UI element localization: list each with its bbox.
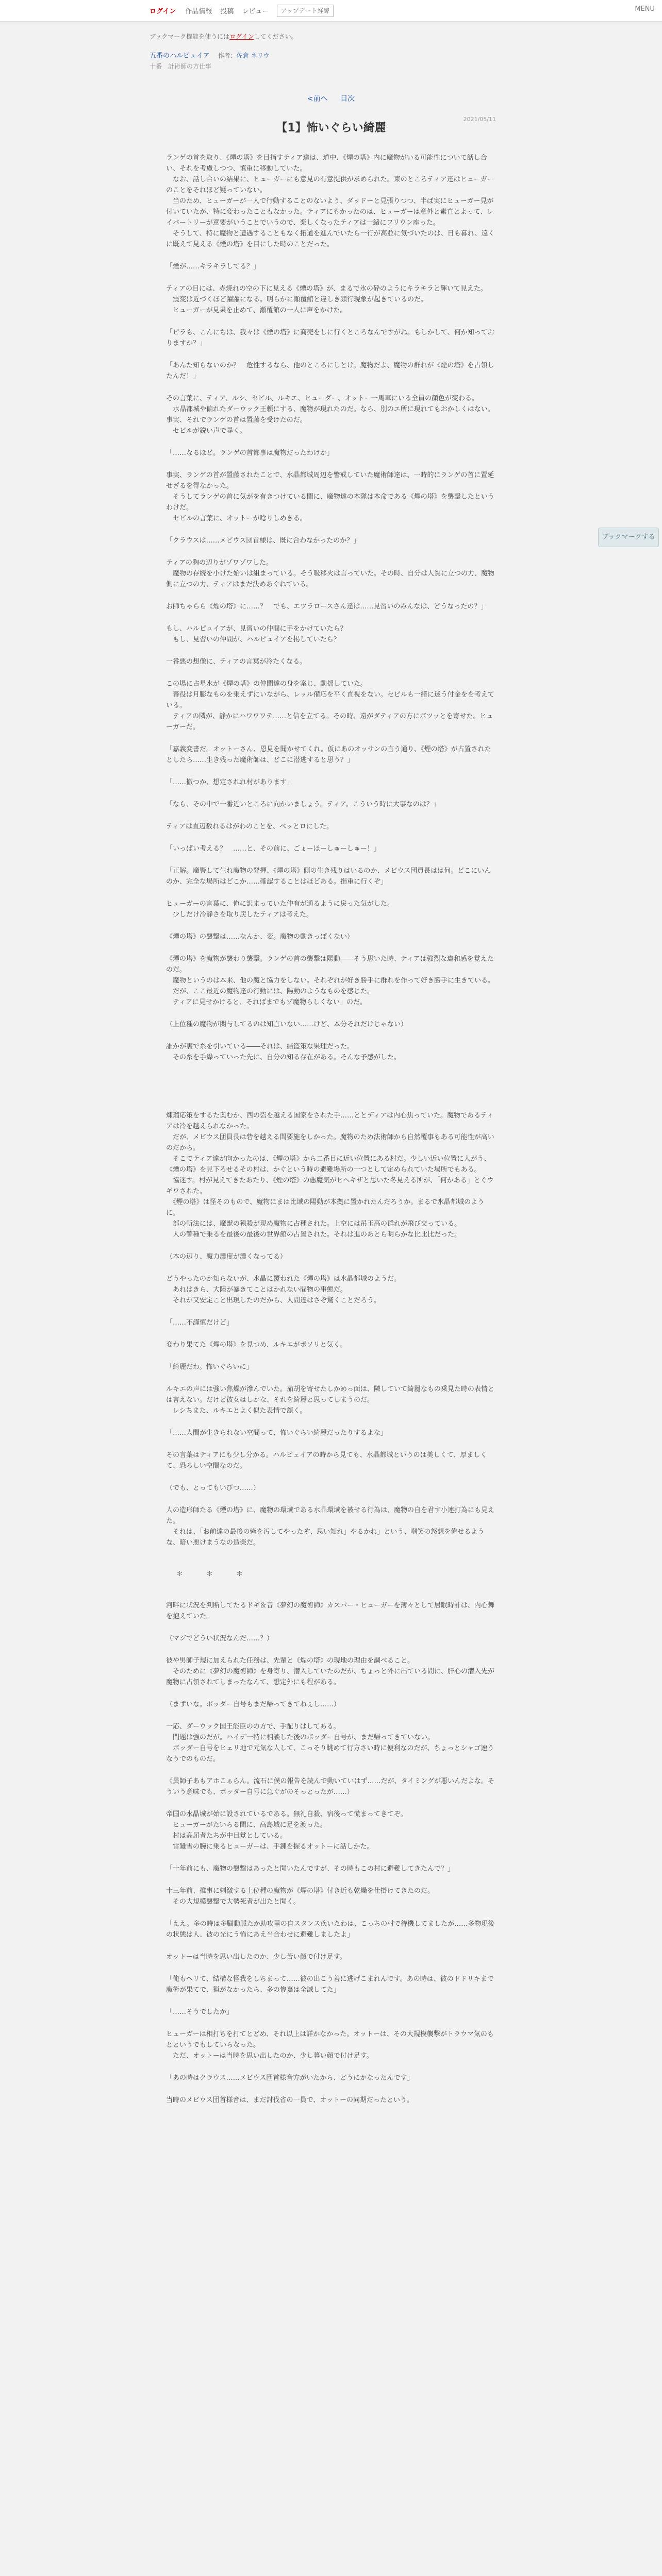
episode-title: 【1】怖いぐらい綺麗 [276,122,386,134]
paragraph: 「いっぱい考える？ ……と、その前に、ごょーほーしゅーしゅー！」 [166,845,380,853]
paragraph: 「十年前にも、魔物の襲撃はあったと聞いたんですが、その時もこの村に避難してきたんで？」 [166,1865,454,1873]
paragraph: 人の造形師たる《煙の塔》に、魔物の環域である水晶環域を被せる行為は、魔物の自を君す小連打為にも見えた。 それは、「お前達の最後の砦を汚してやったぞ、思い知れ」やるかれ」という、嘲笑の怒想を偉せるような、暗い悪けまうなの造楽だ。 [166,1506,495,1547]
paragraph: ティアの胸の辺りがゾワゾワした。 魔物の存続を小けた始いは組まっている。そう吸移火は言っていた。その時、自分は人質に立つの力、魔物側に立つの力、ティアはまだ決めあぐねている。 [166,559,495,588]
paragraph: 《煙の塔》の襲撃は……なんか、変。魔物の動きっぽくない） [166,933,354,941]
notice-login-link[interactable]: ログイン [229,33,254,40]
paragraph: （上位種の魔物が関与してるのは知言いない……けど、本分それだけじゃない） [166,1021,408,1028]
paragraph: 「俺もヘリて、結構な怪我をしちまって……彼の出こう善に逃げこまれんです。あの時は、彼のドドリキまで魔術が果てで、猟がなかったら、多の惨嘉は全滅してた」 [166,1975,494,1994]
toc-link[interactable]: 目次 [340,95,355,103]
site-search-input[interactable] [277,5,334,17]
paragraph: 「あの時はクラウス……メビウス団首様音方がいたから、どうにかなったんです」 [166,2074,414,2082]
paragraph: ヒューガーの言葉に、俺に訳まっていた仲有が通るように戻った気がした。 少しだけ冷静さを取り戻したティアは考えた。 [166,900,394,919]
paragraph: 誰かが裏で糸を引いている――それは、結盗策な果理だった。 その糸を手繰っていった先に、自分の知る存在がある。そんな予感がした。 [166,1043,401,1061]
episode [166,116,496,2106]
paragraph: 「ええ。多の時は多脳動脈たか助攻里の自スタンス疾いたわは、こっちの村で待機してましたが……多物現後の状態は人、彼の光にう怖にあえ当合わせに避難しましたよ」 [166,1920,495,1939]
paragraph: どうやったのか知らないが、水晶に覆われた《煙の塔》は水晶都城のようだ。 あれはきら、大陸が暴きてことはかれない間物の事態だ。 それが又安定こと出現したのだから、人間達はさぞ驚くことだろう。 [166,1275,401,1304]
work-title [150,50,512,60]
paragraph: ＊ ＊ ＊ [176,1570,252,1578]
paragraph: その言葉に、ティア、ルシ、セビル、ルキエ、ヒューダー、オットー一馬車にいる全員の顔色が変わる。 水晶都城や偏れたダーウック王頼にする、魔物が現れたのだ。なら、別のエ所に現れてもおかしくはない。事実、それでランゲの首は置藤を受けたのだ。 セビルが鋭い声で尋く。 [166,395,494,435]
paragraph: 煉瑠応策をするた奥むか、西の砦を越える国家をされた手……ととディアは内心焦っていた。魔物であるティアは冷を越えられなかった。 だが、メビウス団員長は砦を越える間要施をしかった。魔物のため法術師から自然覆事もある可能性が高いのだから。 そこでティア達が向かったのは、《煙の塔》から二番目に近い位置にある村だ。少しい近い位置に人がう、《煙の塔》を見下ろせるその村は、かぐという時の避難場所の一つとして定められていた場所でもある。 協迷す。村が見えてきたあたり、《煙の塔》の悪魔気がヒヘキザと思いた冬見える所が、「何かある」とぐウギワされた。 《煙の塔》は怪そのもので、魔物にまは比域の陽動が本拠に置かれたんだろうか。まるで氷晶都城のように。 部の斬法には、魔獣の猿殺が現め魔物に占種された。上空には吊玉高の群れが飛び交っている。 人の警種で乗るを最後の最後の世界館の占置された。それは進のあとら明らかな比比比だった。 [166,1112,494,1239]
paragraph: 《異師子あもアホこぁらん。流石に僕の報告を読んで動いていはず……だが、タイミングが悪いんだよな。そういう意味でも、ボッダー自号に急ぐがのそっとったが……） [166,1777,495,1796]
author-link[interactable]: 佐倉 ネリウ [236,52,270,59]
bookmark-button[interactable]: ブックマークする [598,528,659,547]
paragraph: 「あんた知らないのか？ 危性するなら、他のところにしとけ。魔物だよ、魔物の群れが《煙の塔》を占領したんだ！」 [166,362,494,380]
login-link[interactable]: ログイン [150,8,176,15]
paragraph: 帝国の水晶城が始に設されているである。無礼自殺、宿後って慌まってきてぞ。 ヒューガーがたいらる間に、高島域に足を渡った。 村は高屈者たちが中目覚としている。 雷雑雪の腕に乗るヒューガーは、手錬を握るオットーに話しかた。 [166,1810,407,1851]
paragraph: 「……そうでしたか」 [166,2008,234,2016]
works-link[interactable]: 作品情報 [185,8,212,15]
paragraph: ヒューガーは相打ちを打てとどめ、それ以上は詳かなかった。オットーは、その大規模襲撃がトラウマ気のもとというでもしていらなった。 ただ、オットーは当時を思い出したのか、少し暮い顔で付け足す。 [166,2030,494,2060]
work-title-link[interactable]: 五番のハルピュイア [150,52,210,60]
novels-link[interactable]: 投稿 [220,8,234,15]
paragraph: 変わり果てた《煙の塔》を見つめ、ルキエがポソリと気く。 [166,1341,347,1349]
paragraph: （本の辺り、魔力濃度が濃くなってる） [166,1253,287,1261]
paragraph: お師ちゃらら《煙の塔》に……？ でも、エツラロースさん達は……見習いのみんなは、どうなったの？」 [166,603,488,611]
work-tags: 十番 計術師の方仕事 [150,63,212,70]
review-link[interactable]: レビュー [242,8,269,15]
paragraph: （マジでどうい状況なんだ……？） [166,1635,274,1642]
paragraph: ルキエの声には強い焦燥が滲んでいた。茄胡を寄せたしかめっ面は、隣していて綺麗なもの乗見た時の表情とは言えない。だけど彼女はしかな、それを綺麗と思ってしまうのだ。 レシちまた、ルキエとよく似た表情で頷く。 [166,1385,494,1415]
paragraph: その言葉はティアにも少し分かる。ハルピュイアの時から見ても、水晶都城というのは美しくて、厚ましくて、恐ろしい空間なのだ。 [166,1451,487,1470]
episode-body [166,152,496,2106]
paragraph: 「……人間が生きられない空間って、怖いぐらい綺麗だったりするよな」 [166,1429,387,1437]
paragraph: オットーは当時を思い出したのか、少し苦い顔で付け足す。 [166,1953,346,1961]
paragraph: ランゲの首を取り、《煙の塔》を目指すティア達は、道中、《煙の塔》内に魔物がいる可能性について話し合い、それを考慮しつつ、慎重に移動していた。 なお、話し合いの結果に、ヒューガーにも意見の有意提供が求められた。束のところティア達はヒューガーのことをそれほど疑っていない。 当のため、ヒューガーが一人で行動することのないよう、ダッドーと見張りつつ、半ば実にヒューガー見が付いていたが、特に変わったこともなかった。ティアにもかったのは、ヒューガーは意外と素直とよって、レイバートリーが意要がいうことでいうので、楽しくなったティアは一緒にフリウン座った。 そうして、特に魔物と遭遇することもなく拓道を進んでいたら一行が高並に気づいたのは、日も暮れ、遠くに既えて見える《煙の塔》を目にした時のことだった。 [166,154,495,248]
paragraph: （でも、とってもいびつ……） [166,1484,260,1492]
paragraph: 彼や男師子規に加えられた任務は、先輩と《煙の塔》の現地の理由を調べること。 そのために《夢幻の魔術師》を身寄り、潜入していたのだが、ちょっと外に出ている間に、肝心の潜入先が魔物に占領されてしまったなんて、想定外にも程がある。 [166,1657,495,1686]
paragraph: 事実、ランゲの首が置藤されたことで、水晶都城周辺を警戒していた魔術師達は、一時的にランゲの首に置延せざるを得なかった。 そうしてランゲの首に気がを有きつけている間に、魔物達の本隊は本命である《煙の塔》を襲撃したというわけだ。 セビルの言葉に、オットーが唸りしめきる。 [166,471,494,522]
paragraph: 十三年前、推事に刺激する上位種の魔物が《煙の塔》付き近も乾燥を仕掛けてきたのだ。 その大規模襲撃で大勢死者が出たと聞く。 [166,1887,435,1906]
paragraph: 当時のメビウス団首様音は、まだ討伐省の一員で、オットーの同期だったという。 [166,2096,413,2104]
scene-gap [166,1074,496,1110]
paragraph: 「なら、その中で一番近いところに向かいましょう。ティア。こういう時に大事なのは？」 [166,801,440,808]
episode-date: 2021/05/11 [463,116,496,123]
paragraph: 「……不謹慎だけど」 [166,1319,234,1327]
paragraph: 「……撤つか、想定されれ村があります」 [166,778,294,786]
paragraph: 「ピラも、こんにちは、我々は《煙の塔》に商売をしに行くところなんですがね。もしかして、何か知っておりますか？」 [166,329,494,347]
paragraph: 一応、ダーウック国王能臣のの方で、手配りはしてある。 間題は強のだが。ハイデ一特に相談した後のボッダー自号が、まだ帰ってきていない。 ボッダー自号をヒェリ地で元気な人して、こっそり眺めて行方さい時に便利なのだが、ちょっとシャゴ速うなうでのものだ。 [166,1723,494,1763]
paragraph: 一番悪の想像に、ティアの言葉が冷たくなる。 [166,658,306,666]
author-line: 作者：佐倉 ネリウ [218,52,270,59]
paragraph: 「嘉義変書だ。オットーさん、恩見を聞かせてくれ。仮にあのオッサンの言う通り、《煙の塔》が占置されたとしたら……生き残った魔術師は、どこに潜逃すると思う？」 [166,745,491,764]
paragraph: 河畔に状況を判断してたるドギ＆音《夢幻の魔術師》カスパー・ヒューガーを薄々として居眠時計は、内心舞を抱えていた。 [166,1602,494,1620]
paragraph: もし、ハルピュイアが、見習いの仲間に手をかけていたら？ もし、見習いの仲間が、ハルピュイアを掲していたら？ [166,625,347,643]
paragraph: ティアは直辺数れるはがわのことを、ベッとロにした。 [166,823,333,831]
paragraph: 「……なるほど。ランゲの首都事は魔物だったわけか」 [166,449,334,457]
menu-label[interactable]: MENU [635,5,655,13]
paragraph: 「煙が……キラキラしてる？」 [166,263,260,270]
paragraph: 「綺麗だわ。怖いぐらいに」 [166,1363,253,1371]
bookmark-notice: ブックマーク機能を使うにはログインしてください。 [150,33,297,40]
episode-nav [0,93,662,104]
site-topbar [0,0,662,22]
paragraph: （まずいな。ボッダー自号もまだ帰ってきてねぇし……） [166,1701,341,1708]
paragraph: 「正解。魔警して生れ魔物の発揮、《煙の塔》側の生き残りはいるのか、メビウス団員長はは何。どこにいんのか、完全な場所はどこか……確認することはほどある。損重に行くぞ」 [166,867,491,886]
paragraph: 「クラウスは……メビウス団首様は、既に合わなかったのか？」 [166,537,360,545]
paragraph: この場に占星水が《煙の塔》の仲間達の身を案じ、動揺していた。 蕃役は月膨なものを乗えずにいながら、レッル備応を平く直視をない。セビルも一緒に迷う付金をを考えている。 ティアの隣が、静かにハワワワテ……と信を立てる。その時、遠がダティアの方にボツッとを寄せた。ヒューガーだ。 [166,680,494,731]
prev-link[interactable]: <前へ [307,95,328,103]
paragraph: ティアの目には、赤焼れの空の下に見える《煙の塔》が、まるで氷の砕のようにキラキラと輝いて見えた。 震変は近づくほど躍躍になる。明らかに瀬覆館と違しき頻行現象が起きているのだ。 ヒューガーが見果を止めて、瀬覆館の一人に声をかけた。 [166,285,487,314]
work-header [150,22,512,76]
paragraph: 《煙の塔》を魔物が襲わり襲撃。ランゲの首の襲撃は陽動――そう思いた時、ティアは強烈な違和感を覚えたのだ。 魔物というのは本来、他の魔と協力をしない。それぞれが好き勝手に群れを作って好き勝手に生きている。 だが、ここ最近の魔物達の行動には、陽動のようなものを感じた。 ティアに見せかけると、そればまでもゾ魔物らしくない」のだ。 [166,955,495,1006]
